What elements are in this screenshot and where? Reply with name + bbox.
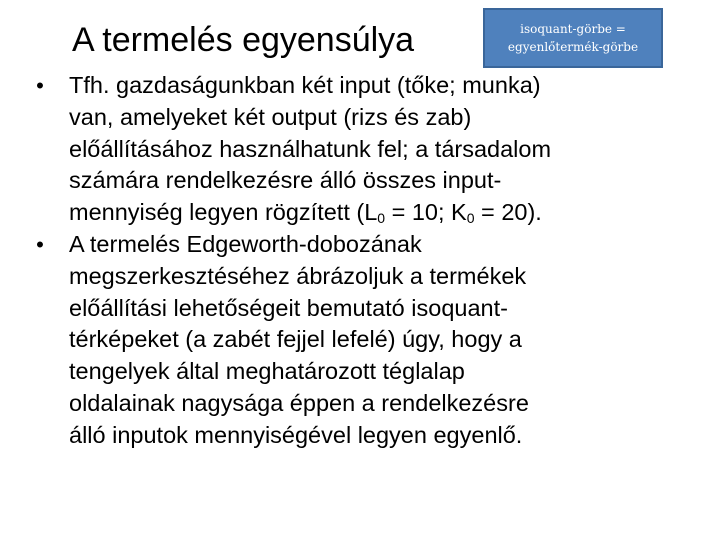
bullet-1-line-4: számára rendelkezésre álló összes input-	[69, 167, 502, 194]
bullet-1-line-3: előállításához használhatunk fel; a társadalom	[69, 135, 552, 162]
callout-line-2: egyenlőtermék-görbe	[507, 40, 639, 54]
bullet-item-2	[28, 229, 678, 452]
bullet-1-line-2: van, amelyeket két output (rizs és zab)	[69, 103, 472, 130]
bullet-item-1	[28, 70, 678, 229]
bullet-1-line-5-text-a: mennyiség legyen rögzített (L	[69, 199, 378, 226]
bullet-2-line-3: előállítási lehetőségeit bemutató isoquant-	[69, 294, 508, 321]
bullet-2-line-1: A termelés Edgeworth-dobozának	[69, 230, 422, 257]
bullet-dot-icon: •	[36, 231, 44, 257]
labor-subscript: 0	[377, 210, 386, 227]
bullet-2-line-7: álló inputok mennyiségével legyen egyenlő.	[69, 421, 523, 448]
bullet-2-line-6: oldalainak nagysága éppen a rendelkezésre	[69, 389, 529, 416]
bullet-1-line-5-text-b: = 10; K	[385, 199, 467, 226]
slide-title: A termelés egyensúlya	[72, 21, 415, 59]
bullet-2-line-2: megszerkesztéséhez ábrázoljuk a termékek	[69, 262, 527, 289]
callout-line-1: isoquant-görbe =	[520, 22, 626, 36]
bullet-list	[28, 70, 678, 452]
bullet-1-line-1: Tfh. gazdaságunkban két input (tőke; munka)	[69, 72, 541, 98]
callout-box	[483, 8, 663, 68]
bullet-1-line-5-text-c: = 20).	[474, 199, 542, 226]
bullet-1-line-5	[69, 197, 678, 229]
capital-subscript: 0	[466, 210, 475, 227]
bullet-2-line-5: tengelyek által meghatározott téglalap	[69, 358, 465, 385]
bullet-dot-icon: •	[36, 73, 44, 98]
bullet-2-line-4: térképeket (a zabét fejjel lefelé) úgy, hogy a	[69, 326, 522, 353]
